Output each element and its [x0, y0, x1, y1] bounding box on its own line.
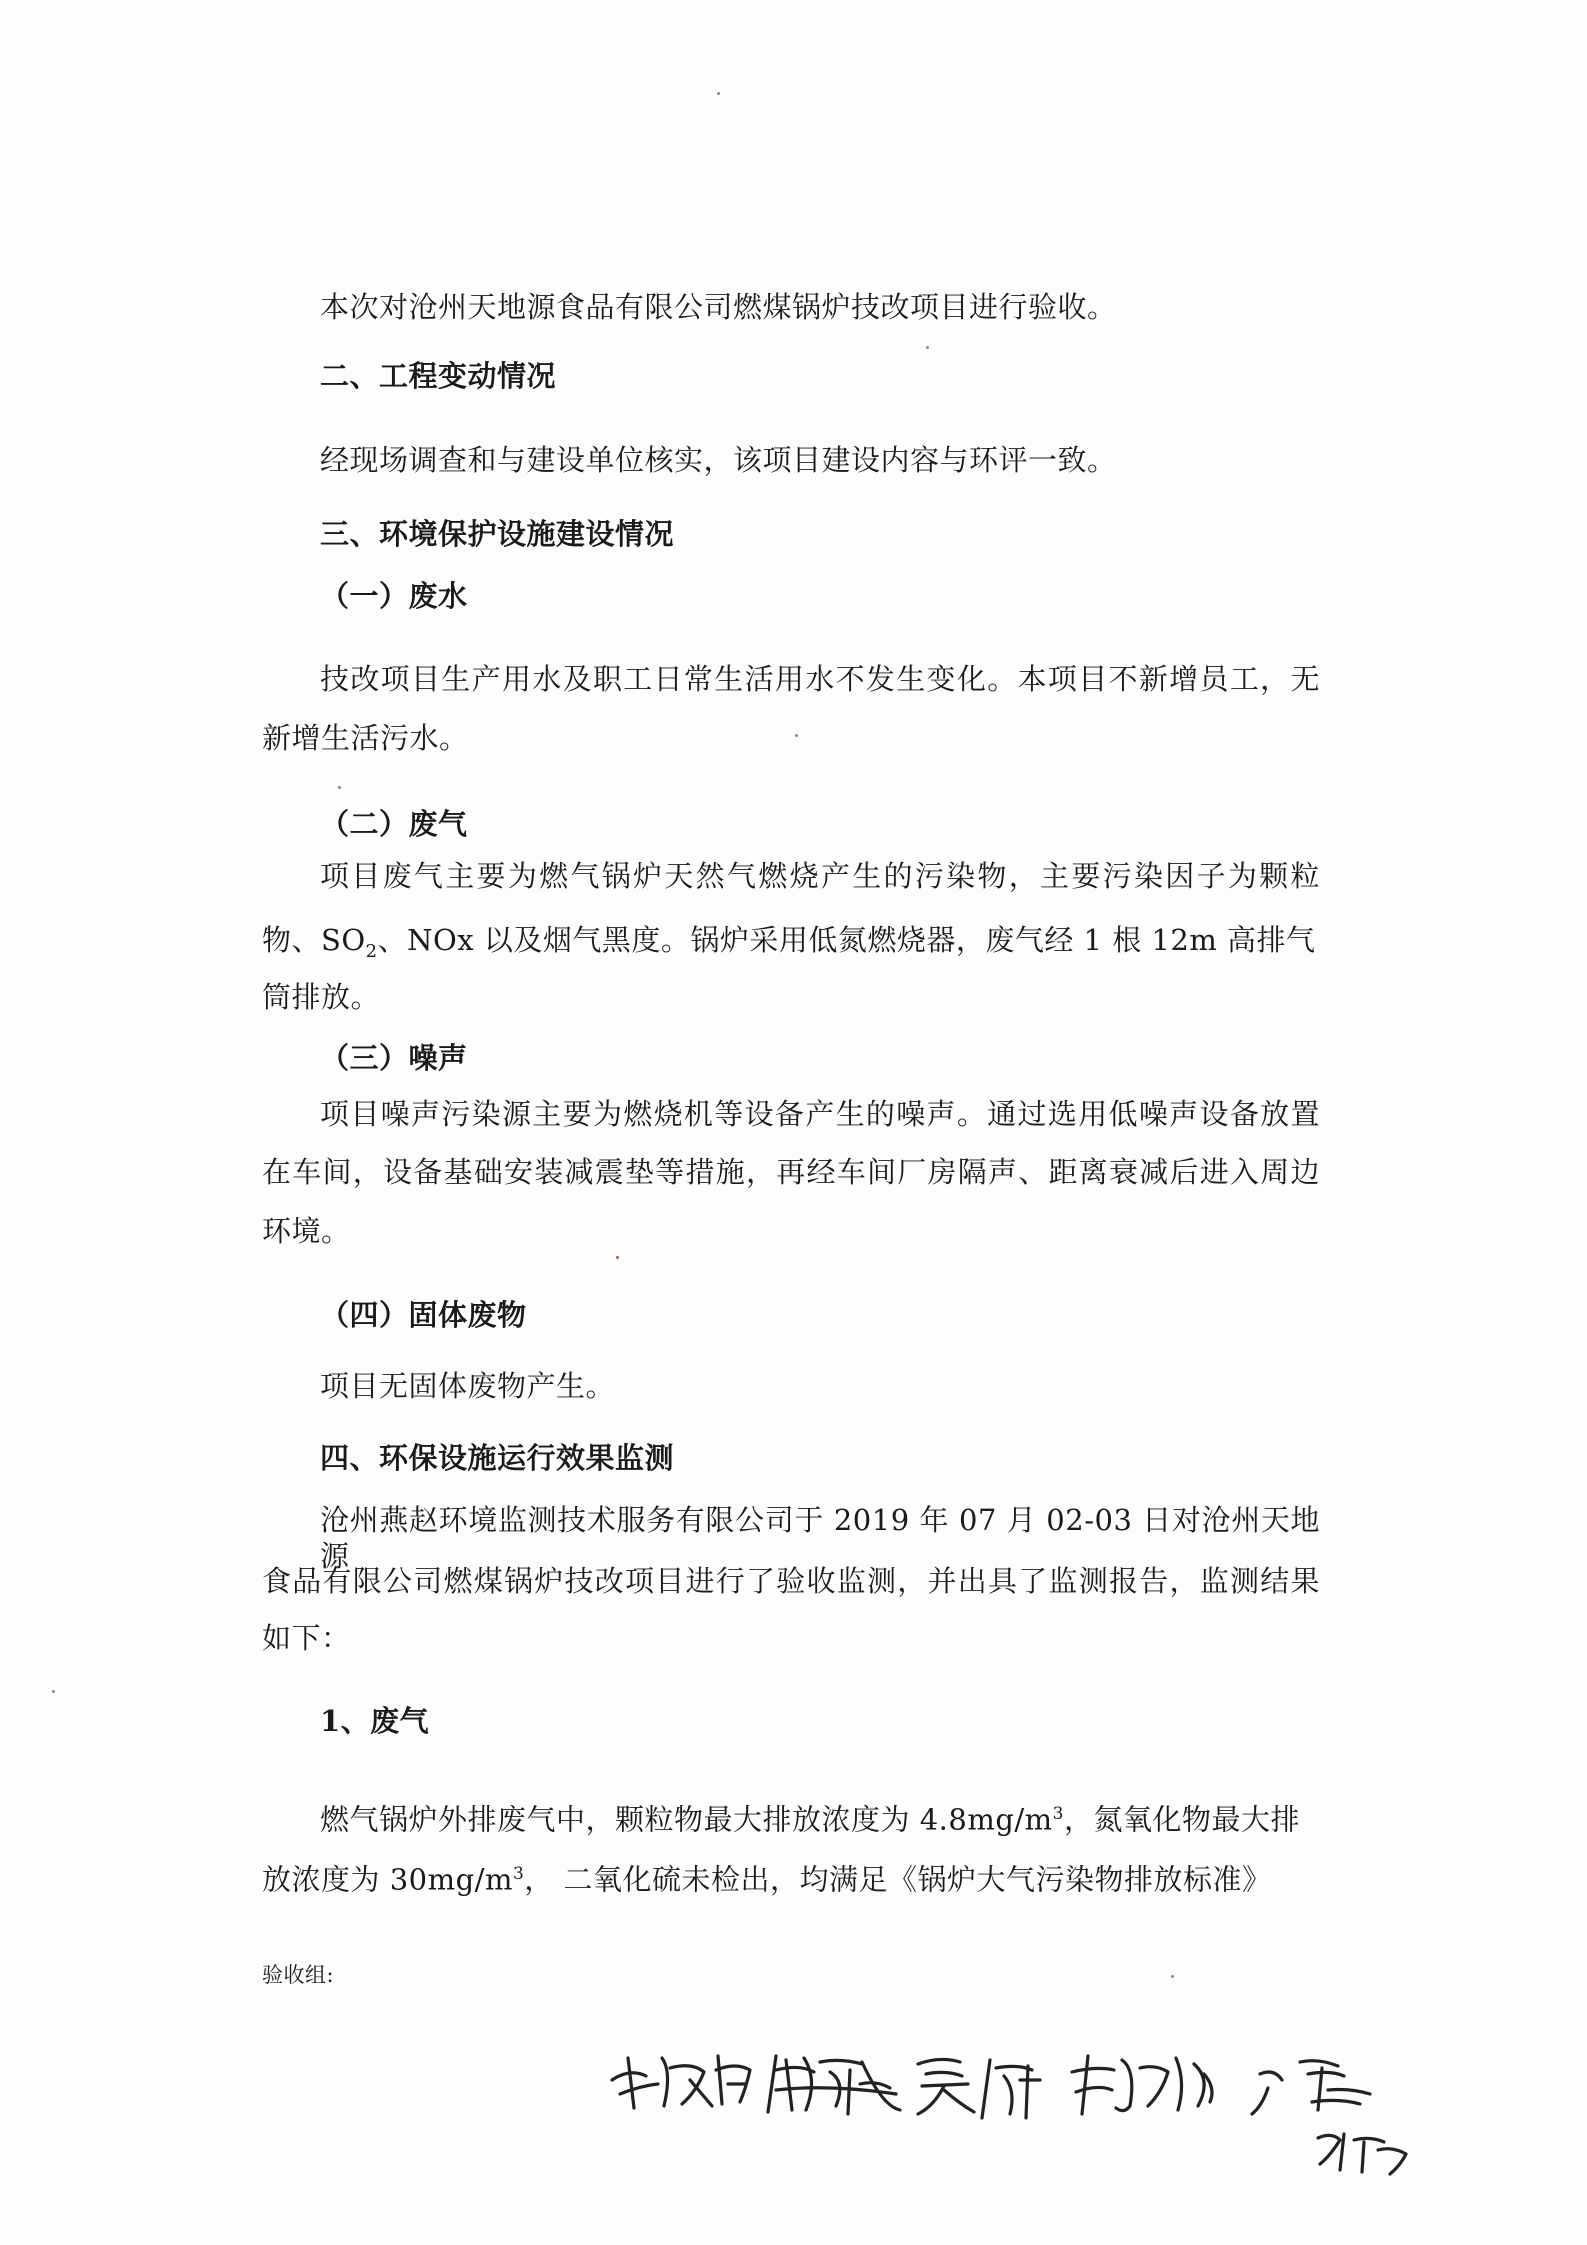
exhaust-result-line1	[320, 1796, 1300, 1838]
section2-heading: 二、工程变动情况	[320, 359, 557, 393]
cubic-superscript: 3	[512, 1864, 525, 1884]
scan-speck	[926, 346, 929, 349]
section4-heading: 四、环保设施运行效果监测	[320, 1441, 675, 1475]
monitoring-line3: 如下：	[262, 1621, 351, 1655]
exhaust-line1: 项目废气主要为燃气锅炉天然气燃烧产生的污染物，主要污染因子为颗粒	[320, 859, 1320, 893]
exhaust-line3: 筒排放。	[262, 980, 381, 1014]
item1-heading: 1、废气	[320, 1704, 430, 1738]
exhaust-result-line2	[262, 1856, 1272, 1898]
exhaust-heading: （二）废气	[320, 807, 468, 841]
wastewater-heading: （一）废水	[320, 579, 468, 613]
noise-heading: （三）噪声	[320, 1041, 468, 1075]
monitoring-line2: 食品有限公司燃煤锅炉技改项目进行了验收监测，并出具了监测报告，监测结果	[262, 1564, 1320, 1598]
exhaust-line2-part-b: 、NOx 以及烟气黑度。锅炉采用低氮燃烧器，废气经 1 根 12m 高排气	[377, 923, 1316, 957]
noise-line3: 环境。	[262, 1214, 351, 1248]
wastewater-line1: 技改项目生产用水及职工日常生活用水不发生变化。本项目不新增员工，无	[320, 662, 1320, 696]
exhaust-line2	[262, 922, 1316, 970]
scan-speck	[338, 786, 341, 789]
solid-waste-heading: （四）固体废物	[320, 1298, 527, 1332]
so2-subscript: 2	[365, 940, 378, 962]
noise-line1: 项目噪声污染源主要为燃烧机等设备产生的噪声。通过选用低噪声设备放置	[320, 1097, 1320, 1131]
exhaust-result-line1-part-b: ，氮氧化物最大排	[1064, 1802, 1301, 1837]
monitoring-line1: 沧州燕赵环境监测技术服务有限公司于 2019 年 07 月 02-03 日对沧州天地源	[320, 1503, 1320, 1573]
signature-drawing	[600, 2010, 1480, 2190]
acceptance-group-label: 验收组:	[262, 1963, 335, 1987]
exhaust-result-line2-part-a: 放浓度为 30mg/m	[262, 1862, 513, 1897]
noise-line2: 在车间，设备基础安装减震垫等措施，再经车间厂房隔声、距离衰减后进入周边	[262, 1155, 1320, 1189]
scan-speck	[52, 1690, 55, 1693]
scan-speck	[717, 92, 720, 95]
handwritten-signatures	[600, 2010, 1480, 2190]
cubic-superscript: 3	[1052, 1804, 1064, 1824]
exhaust-result-line2-part-b: ， 二氧化硫未检出，均满足《锅炉大气污染物排放标准》	[524, 1862, 1272, 1897]
intro-line: 本次对沧州天地源食品有限公司燃煤锅炉技改项目进行验收。	[320, 290, 1117, 324]
section3-heading: 三、环境保护设施建设情况	[320, 517, 675, 551]
section2-body: 经现场调查和与建设单位核实，该项目建设内容与环评一致。	[320, 443, 1117, 477]
solid-waste-body: 项目无固体废物产生。	[320, 1369, 616, 1403]
scan-speck	[795, 734, 798, 737]
exhaust-result-line1-part-a: 燃气锅炉外排废气中，颗粒物最大排放浓度为 4.8mg/m	[320, 1802, 1053, 1837]
wastewater-line2: 新增生活污水。	[262, 721, 469, 755]
exhaust-line2-part-a: 物、SO	[262, 923, 366, 957]
scan-speck	[616, 1256, 619, 1259]
scan-speck	[1171, 1975, 1174, 1978]
